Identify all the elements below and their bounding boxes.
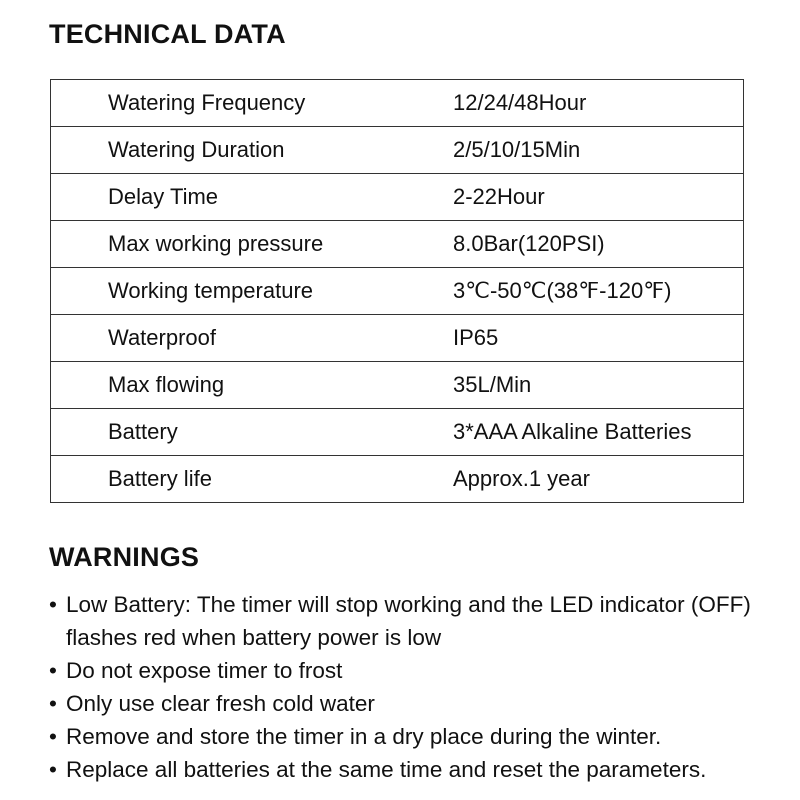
spec-value: 35L/Min: [453, 362, 744, 409]
spec-label: Watering Duration: [51, 127, 454, 174]
warning-text: Remove and store the timer in a dry place during the winter.: [66, 724, 662, 749]
spec-label: Max working pressure: [51, 221, 454, 268]
spec-label: Battery: [51, 409, 454, 456]
spec-label: Waterproof: [51, 315, 454, 362]
warning-text: Do not expose timer to frost: [66, 658, 343, 683]
spec-label: Watering Frequency: [51, 80, 454, 127]
table-row: [51, 409, 744, 456]
table-row: [51, 315, 744, 362]
spec-label: Working temperature: [51, 268, 454, 315]
list-item: [49, 753, 789, 786]
spec-label: Max flowing: [51, 362, 454, 409]
technical-data-heading: TECHNICAL DATA: [49, 19, 286, 49]
warnings-heading: WARNINGS: [49, 542, 200, 572]
list-item: [49, 720, 789, 753]
spec-value: Approx.1 year: [453, 456, 744, 503]
table-row: [51, 456, 744, 503]
spec-value: 3*AAA Alkaline Batteries: [453, 409, 744, 456]
table-row: [51, 221, 744, 268]
warning-text: Only use clear fresh cold water: [66, 691, 375, 716]
spec-value: 2/5/10/15Min: [453, 127, 744, 174]
bullet: •: [49, 592, 57, 617]
table-row: [51, 174, 744, 221]
table-row: [51, 80, 744, 127]
list-item: [49, 687, 789, 720]
spec-label: Battery life: [51, 456, 454, 503]
technical-data-table: [50, 79, 744, 503]
bullet: •: [49, 757, 57, 782]
spec-value: 2-22Hour: [453, 174, 744, 221]
bullet: •: [49, 658, 57, 683]
bullet: •: [49, 691, 57, 716]
table-row: [51, 268, 744, 315]
spec-label: Delay Time: [51, 174, 454, 221]
warning-text: Low Battery: The timer will stop working and the LED indicator (OFF) flashes red when battery power is low: [66, 592, 751, 650]
list-item: [49, 654, 789, 687]
bullet: •: [49, 724, 57, 749]
list-item: [49, 588, 789, 654]
spec-value: 8.0Bar(120PSI): [453, 221, 744, 268]
table-row: [51, 127, 744, 174]
spec-value: IP65: [453, 315, 744, 362]
warning-text: Replace all batteries at the same time and reset the parameters.: [66, 757, 707, 782]
spec-value: 3℃-50℃(38℉-120℉): [453, 268, 744, 315]
table-row: [51, 362, 744, 409]
spec-value: 12/24/48Hour: [453, 80, 744, 127]
warnings-list: [49, 588, 789, 786]
